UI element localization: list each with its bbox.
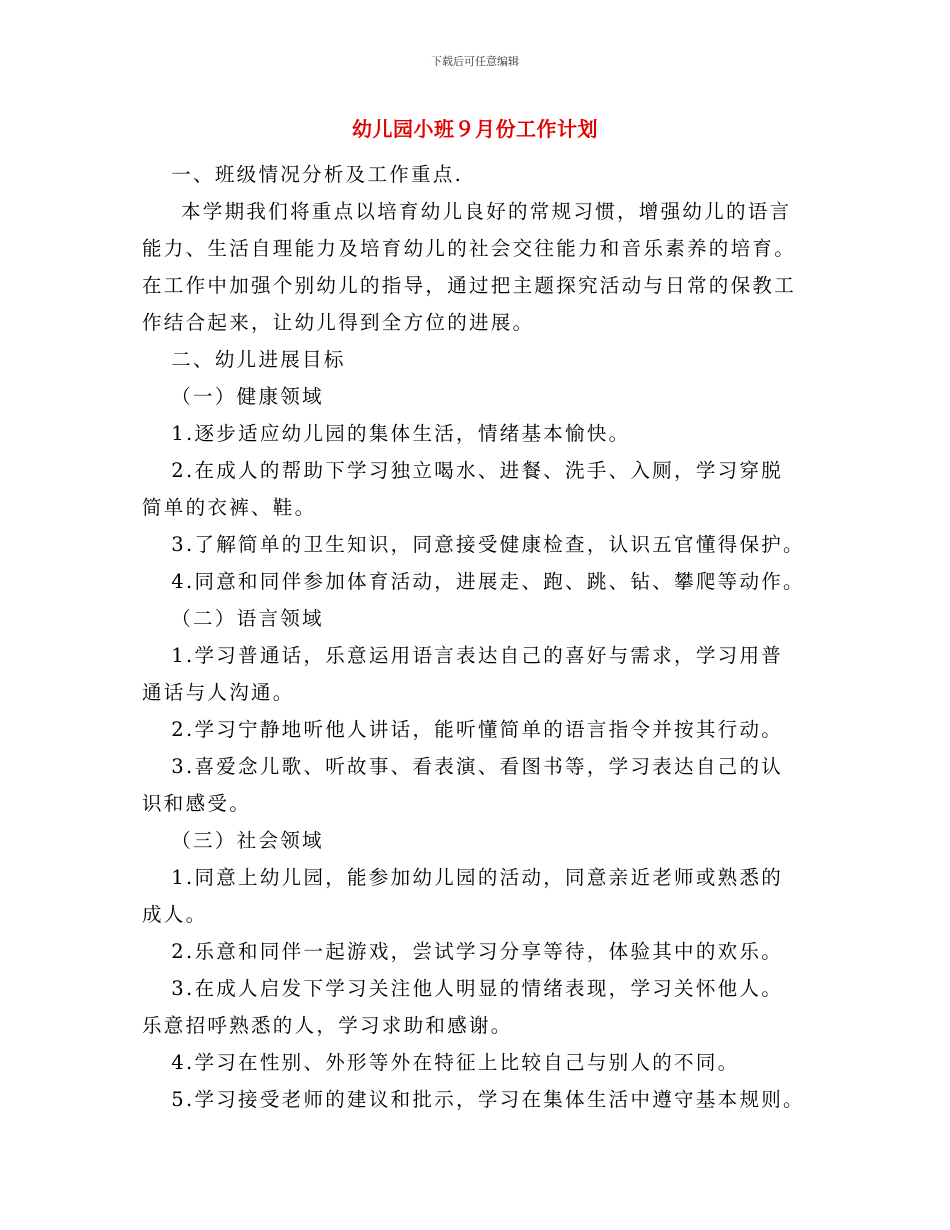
paragraph xyxy=(142,748,822,822)
paragraph xyxy=(142,637,822,711)
paragraph xyxy=(142,563,822,600)
paragraph-line: 2.学习宁静地听他人讲话，能听懂简单的语言指令并按其行动。 xyxy=(171,718,784,741)
document-body xyxy=(142,156,822,1118)
paragraph xyxy=(142,193,822,341)
paragraph-line: 简单的衣裤、鞋。 xyxy=(142,496,317,519)
document-title: 幼儿园小班９月份工作计划 xyxy=(352,117,598,141)
paragraph-line: （一）健康领域 xyxy=(171,385,324,408)
paragraph xyxy=(142,378,822,415)
paragraph-line: 3.在成人启发下学习关注他人明显的情绪表现，学习关怀他人。 xyxy=(171,977,784,1000)
paragraph xyxy=(142,452,822,526)
paragraph-line: 2.在成人的帮助下学习独立喝水、进餐、洗手、入厕，学习穿脱 xyxy=(171,459,784,482)
paragraph xyxy=(142,859,822,933)
paragraph xyxy=(142,415,822,452)
paragraph-line: 2.乐意和同伴一起游戏，尝试学习分享等待，体验其中的欢乐。 xyxy=(171,940,784,963)
paragraph-line: 3.喜爱念儿歌、听故事、看表演、看图书等，学习表达自己的认 xyxy=(171,755,784,778)
paragraph-line: 作结合起来，让幼儿得到全方位的进展。 xyxy=(142,311,535,334)
paragraph xyxy=(142,526,822,563)
paragraph-line: （二）语言领域 xyxy=(171,607,324,630)
paragraph-line: 通话与人沟通。 xyxy=(142,681,295,704)
paragraph-line: 3.了解简单的卫生知识，同意接受健康检查，认识五官懂得保护。 xyxy=(171,533,805,556)
paragraph-line: 5.学习接受老师的建议和批示，学习在集体生活中遵守基本规则。 xyxy=(171,1088,805,1111)
paragraph-line: 乐意招呼熟悉的人，学习求助和感谢。 xyxy=(142,1014,513,1037)
paragraph-line: 4.学习在性别、外形等外在特征上比较自己与别人的不同。 xyxy=(171,1051,740,1074)
paragraph-line: 能力、生活自理能力及培育幼儿的社会交往能力和音乐素养的培育。 xyxy=(142,237,797,260)
paragraph xyxy=(142,970,822,1044)
paragraph xyxy=(142,711,822,748)
paragraph-line: 1.逐步适应幼儿园的集体生活，情绪基本愉快。 xyxy=(171,422,631,445)
header-note: 下载后可任意编辑 xyxy=(431,55,519,68)
paragraph-line: 二、幼儿进展目标 xyxy=(171,348,346,371)
paragraph-line: 识和感受。 xyxy=(142,792,252,815)
paragraph xyxy=(142,933,822,970)
paragraph xyxy=(142,1081,822,1118)
paragraph xyxy=(142,156,822,193)
paragraph-line: 一、班级情况分析及工作重点. xyxy=(171,163,464,186)
paragraph-line: 4.同意和同伴参加体育活动，进展走、跑、跳、钻、攀爬等动作。 xyxy=(171,570,805,593)
paragraph-line: （三）社会领域 xyxy=(171,829,324,852)
paragraph xyxy=(142,822,822,859)
paragraph xyxy=(142,341,822,378)
paragraph xyxy=(142,600,822,637)
paragraph-line: 在工作中加强个别幼儿的指导，通过把主题探究活动与日常的保教工 xyxy=(142,274,797,297)
paragraph-line: 本学期我们将重点以培育幼儿良好的常规习惯，增强幼儿的语言 xyxy=(181,200,792,223)
paragraph xyxy=(142,1044,822,1081)
paragraph-line: 1.同意上幼儿园，能参加幼儿园的活动，同意亲近老师或熟悉的 xyxy=(171,866,784,889)
paragraph-line: 1.学习普通话，乐意运用语言表达自己的喜好与需求，学习用普 xyxy=(171,644,784,667)
paragraph-line: 成人。 xyxy=(142,903,208,926)
